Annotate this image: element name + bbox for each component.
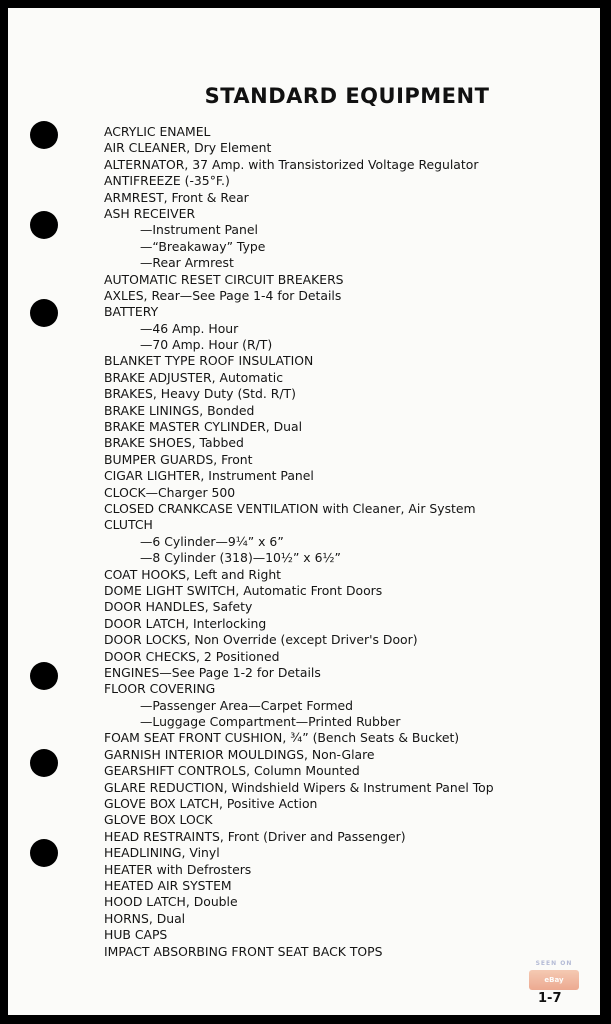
equipment-item: HUB CAPS (104, 927, 168, 943)
equipment-item: BATTERY (104, 304, 159, 320)
watermark-top-text: SEEN ON (535, 960, 573, 967)
equipment-item: CLOCK—Charger 500 (104, 484, 236, 500)
equipment-item: ALTERNATOR, 37 Amp. with Transistorized Voltage Regulator (104, 156, 479, 172)
equipment-item: DOME LIGHT SWITCH, Automatic Front Doors (104, 582, 383, 598)
equipment-item: GLOVE BOX LATCH, Positive Action (104, 796, 318, 812)
equipment-sub-item: —Luggage Compartment—Printed Rubber (140, 714, 401, 730)
equipment-item: IMPACT ABSORBING FRONT SEAT BACK TOPS (104, 943, 383, 959)
equipment-item: BLANKET TYPE ROOF INSULATION (104, 353, 314, 369)
equipment-item: HOOD LATCH, Double (104, 894, 238, 910)
equipment-item: CLOSED CRANKCASE VENTILATION with Cleaner, Air System (104, 500, 476, 516)
equipment-item: ANTIFREEZE (-35°F.) (104, 173, 230, 189)
equipment-sub-item: —Passenger Area—Carpet Formed (140, 697, 354, 713)
binder-hole (30, 839, 58, 867)
equipment-sub-item: —8 Cylinder (318)—10½” x 6½” (140, 550, 341, 566)
equipment-sub-item: —Instrument Panel (140, 222, 258, 238)
equipment-sub-item: —46 Amp. Hour (140, 320, 239, 336)
binder-hole (30, 299, 58, 327)
equipment-item: GLOVE BOX LOCK (104, 812, 213, 828)
page-title: STANDARD EQUIPMENT (204, 84, 490, 108)
equipment-item: FOAM SEAT FRONT CUSHION, ¾” (Bench Seats & Bucket) (104, 730, 460, 746)
equipment-item: BRAKE SHOES, Tabbed (104, 435, 244, 451)
equipment-sub-item: —“Breakaway” Type (140, 238, 266, 254)
equipment-item: COAT HOOKS, Left and Right (104, 566, 282, 582)
page-number: 1-7 (538, 991, 562, 1006)
equipment-item: HEATED AIR SYSTEM (104, 877, 232, 893)
equipment-item: ASH RECEIVER (104, 205, 196, 221)
equipment-item: DOOR LATCH, Interlocking (104, 615, 267, 631)
equipment-item: HEATER with Defrosters (104, 861, 252, 877)
equipment-item: FLOOR COVERING (104, 681, 216, 697)
equipment-item: DOOR CHECKS, 2 Positioned (104, 648, 280, 664)
equipment-item: AIR CLEANER, Dry Element (104, 140, 272, 156)
equipment-sub-item: —Rear Armrest (140, 255, 234, 271)
equipment-item: GEARSHIFT CONTROLS, Column Mounted (104, 763, 360, 779)
equipment-item: BRAKE ADJUSTER, Automatic (104, 369, 284, 385)
equipment-item: ARMREST, Front & Rear (104, 189, 249, 205)
equipment-item: BRAKE MASTER CYLINDER, Dual (104, 419, 303, 435)
equipment-item: DOOR HANDLES, Safety (104, 599, 253, 615)
watermark-badge (529, 959, 579, 993)
document-page (8, 8, 600, 1015)
equipment-item: GLARE REDUCTION, Windshield Wipers & Instrument Panel Top (104, 779, 494, 795)
equipment-item: CLUTCH (104, 517, 153, 533)
binder-hole (30, 662, 58, 690)
equipment-sub-item: —6 Cylinder—9¼” x 6” (140, 533, 284, 549)
equipment-item: DOOR LOCKS, Non Override (except Driver's Door) (104, 632, 418, 648)
equipment-item: BUMPER GUARDS, Front (104, 451, 253, 467)
equipment-item: AUTOMATIC RESET CIRCUIT BREAKERS (104, 271, 344, 287)
binder-hole (30, 211, 58, 239)
equipment-item: ENGINES—See Page 1-2 for Details (104, 664, 321, 680)
equipment-item: HEAD RESTRAINTS, Front (Driver and Passenger) (104, 828, 406, 844)
equipment-item: AXLES, Rear—See Page 1-4 for Details (104, 287, 342, 303)
equipment-item: HORNS, Dual (104, 910, 186, 926)
equipment-item: HEADLINING, Vinyl (104, 845, 220, 861)
equipment-list (104, 124, 580, 960)
equipment-item: ACRYLIC ENAMEL (104, 124, 211, 139)
equipment-item: BRAKE LININGS, Bonded (104, 402, 255, 418)
equipment-sub-item: —70 Amp. Hour (R/T) (140, 337, 273, 353)
equipment-item: BRAKES, Heavy Duty (Std. R/T) (104, 386, 296, 402)
binder-hole (30, 749, 58, 777)
binder-hole (30, 121, 58, 149)
equipment-item: CIGAR LIGHTER, Instrument Panel (104, 468, 314, 484)
watermark-bottom-text: eBay (529, 970, 579, 990)
equipment-item: GARNISH INTERIOR MOULDINGS, Non-Glare (104, 746, 375, 762)
